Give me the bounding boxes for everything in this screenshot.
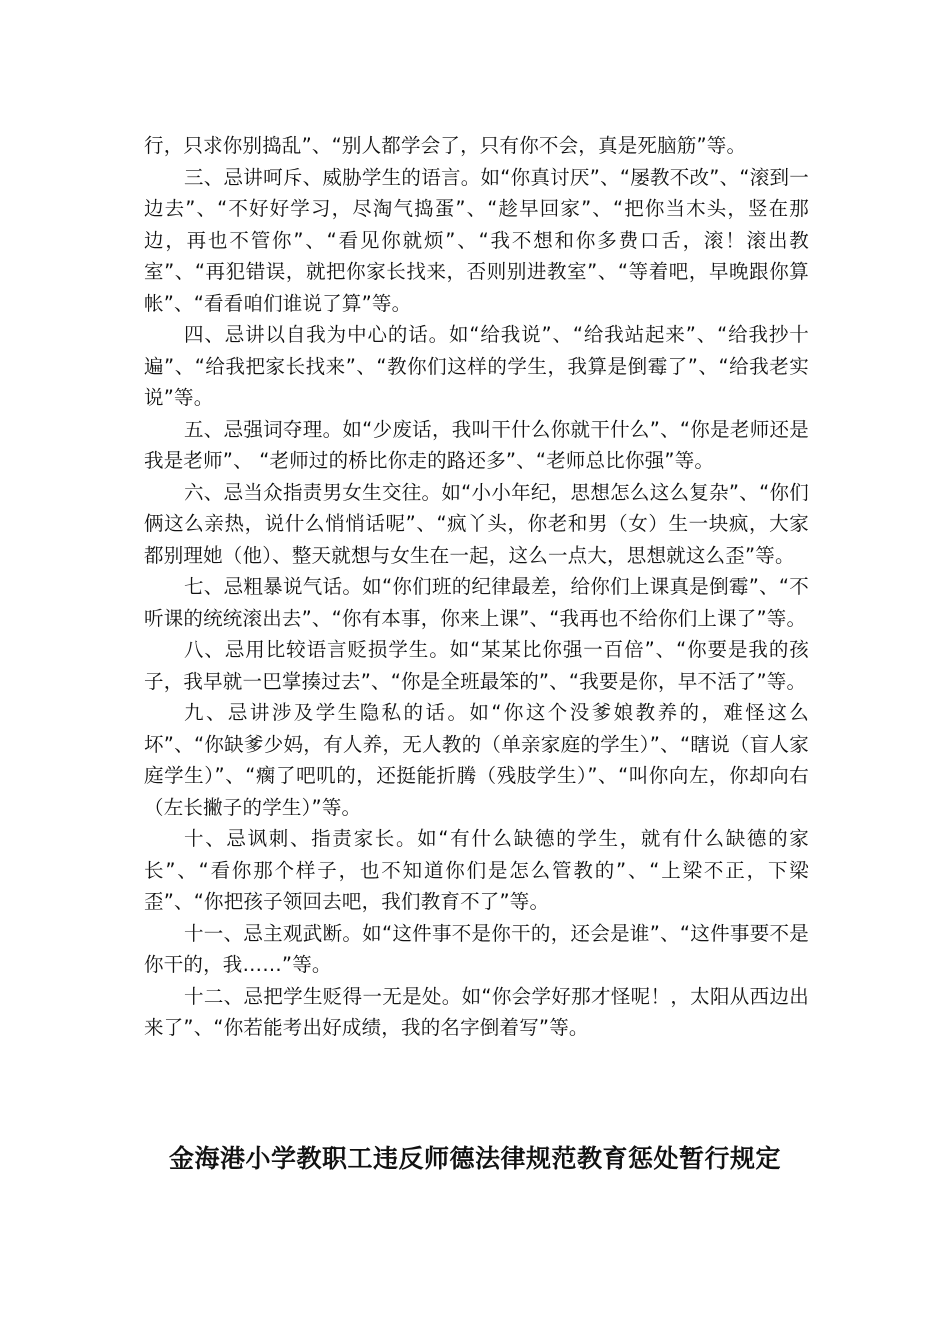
paragraph-item-8: 八、忌用比较语言贬损学生。如“某某比你强一百倍”、“你要是我的孩子，我早就一巴掌揍过去”、“你是全班最笨的”、“我要是你，早不活了”等。 xyxy=(144,638,809,693)
paragraph-item-4: 四、忌讲以自我为中心的话。如“给我说”、“给我站起来”、“给我抄十遍”、“给我把家长找来”、“教你们这样的学生，我算是倒霉了”、“给我老实说”等。 xyxy=(144,323,809,409)
paragraph-item-7: 七、忌粗暴说气话。如“你们班的纪律最差，给你们上课真是倒霉”、“不听课的统统滚出去”、“你有本事，你来上课”、“我再也不给你们上课了”等。 xyxy=(144,575,809,630)
paragraph-continuation: 行，只求你别捣乱”、“别人都学会了，只有你不会，真是死脑筋”等。 xyxy=(144,134,747,157)
paragraph-item-12: 十二、忌把学生贬得一无是处。如“你会学好那才怪呢！，太阳从西边出来了”、“你若能考出好成绩，我的名字倒着写”等。 xyxy=(144,984,809,1039)
paragraph-item-5: 五、忌强词夺理。如“少废话，我叫干什么你就干什么”、“你是老师还是我是老师”、 “老师过的桥比你走的路还多”、“老师总比你强”等。 xyxy=(144,417,809,472)
paragraph-item-9: 九、忌讲涉及学生隐私的话。如“你这个没爹娘教养的，难怪这么坏”、“你缺爹少妈，有人养，无人教的（单亲家庭的学生）”、“瞎说（盲人家庭学生）”、“瘸了吧叽的，还挺能折腾（残肢学生）”、“叫你向左，你却向右（左长撇子的学生）”等。 xyxy=(144,701,809,819)
document-body xyxy=(144,130,809,1044)
paragraph-item-3: 三、忌讲呵斥、威胁学生的语言。如“你真讨厌”、“屡教不改”、“滚到一边去”、“不好好学习，尽淘气捣蛋”、“趁早回家”、“把你当木头，竖在那边，再也不管你”、“看见你就烦”、“我不想和你多费口舌，滚！滚出教室”、“再犯错误，就把你家长找来，否则别进教室”、“等着吧，早晚跟你算帐”、“看看咱们谁说了算”等。 xyxy=(144,165,809,315)
paragraph-item-6: 六、忌当众指责男女生交往。如“小小年纪，思想怎么这么复杂”、“你们俩这么亲热，说什么悄悄话呢”、“疯丫头，你老和男（女）生一块疯，大家都别理她（他）、整天就想与女生在一起，这么一点大，思想就这么歪”等。 xyxy=(144,480,809,567)
section-heading: 金海港小学教职工违反师德法律规范教育惩处暂行规定 xyxy=(168,1144,781,1173)
paragraph-item-10: 十、忌讽刺、指责家长。如“有什么缺德的学生，就有什么缺德的家长”、“看你那个样子，也不知道你们是怎么管教的”、“上梁不正，下梁歪”、“你把孩子领回去吧，我们教育不了”等。 xyxy=(144,827,809,913)
paragraph-item-11: 十一、忌主观武断。如“这件事不是你干的，还会是谁”、“这件事要不是你干的，我……”等。 xyxy=(144,921,809,976)
